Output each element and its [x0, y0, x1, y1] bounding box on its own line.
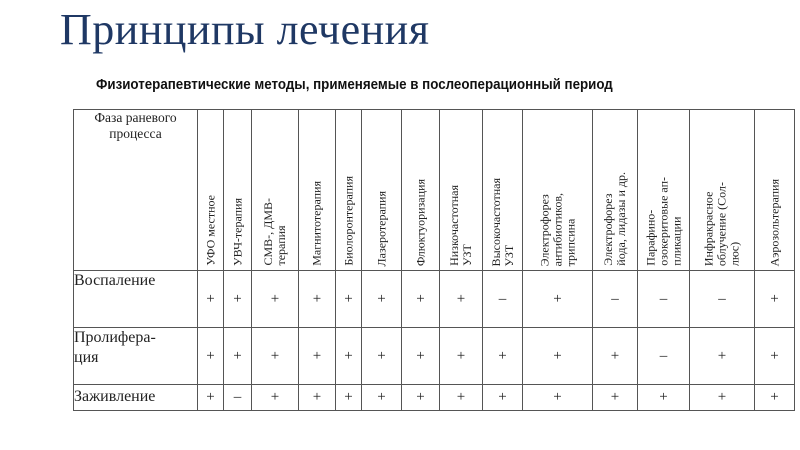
- mark-cell: +: [638, 385, 690, 411]
- mark-cell: +: [690, 385, 755, 411]
- mark-cell: +: [402, 328, 440, 385]
- mark-cell: +: [252, 328, 299, 385]
- mark-cell: +: [690, 328, 755, 385]
- mark-cell: –: [593, 271, 638, 328]
- table-header-row: [74, 110, 795, 271]
- method-header: УВЧ-терапия: [224, 110, 252, 271]
- method-header: Парафино- озокеритовые ап- пликации: [638, 110, 690, 271]
- mark-cell: +: [483, 328, 523, 385]
- physiotherapy-methods-table: [73, 109, 795, 411]
- method-header: Высокочастотная УЗТ: [483, 110, 523, 271]
- mark-cell: –: [483, 271, 523, 328]
- mark-cell: +: [252, 385, 299, 411]
- slide-title: Принципы лечения: [60, 5, 430, 54]
- mark-cell: +: [198, 328, 224, 385]
- mark-cell: +: [523, 328, 593, 385]
- mark-cell: +: [440, 328, 483, 385]
- phase-label: Воспаление: [74, 271, 198, 328]
- mark-cell: +: [755, 385, 795, 411]
- mark-cell: +: [299, 328, 336, 385]
- mark-cell: +: [593, 328, 638, 385]
- mark-cell: –: [690, 271, 755, 328]
- phase-label: Пролифера- ция: [74, 328, 198, 385]
- method-header: Аэрозольтерапия: [755, 110, 795, 271]
- method-header: Электрофорез антибиотиков, трипсина: [523, 110, 593, 271]
- mark-cell: +: [593, 385, 638, 411]
- mark-cell: +: [755, 271, 795, 328]
- mark-cell: +: [336, 328, 362, 385]
- phase-column-header: Фаза раневого процесса: [74, 110, 198, 271]
- method-header: Инфракрасное облучение (Сол- люс): [690, 110, 755, 271]
- table-row: [74, 328, 795, 385]
- mark-cell: +: [523, 271, 593, 328]
- method-header: СМВ-, ДМВ- терапия: [252, 110, 299, 271]
- mark-cell: –: [638, 328, 690, 385]
- mark-cell: +: [402, 385, 440, 411]
- mark-cell: +: [402, 271, 440, 328]
- mark-cell: –: [638, 271, 690, 328]
- mark-cell: +: [252, 271, 299, 328]
- mark-cell: +: [299, 271, 336, 328]
- mark-cell: +: [299, 385, 336, 411]
- method-header: Лазеротерапия: [362, 110, 402, 271]
- mark-cell: +: [440, 385, 483, 411]
- method-header: Биолоронтерапия: [336, 110, 362, 271]
- method-header: УФО местное: [198, 110, 224, 271]
- table-row: [74, 385, 795, 411]
- mark-cell: +: [523, 385, 593, 411]
- mark-cell: +: [362, 385, 402, 411]
- method-header: Флюктуоризация: [402, 110, 440, 271]
- mark-cell: +: [224, 271, 252, 328]
- mark-cell: +: [440, 271, 483, 328]
- mark-cell: +: [224, 328, 252, 385]
- mark-cell: +: [362, 271, 402, 328]
- phase-label: Заживление: [74, 385, 198, 411]
- mark-cell: +: [336, 385, 362, 411]
- method-header: Низкочастотная УЗТ: [440, 110, 483, 271]
- mark-cell: +: [755, 328, 795, 385]
- mark-cell: +: [483, 385, 523, 411]
- mark-cell: +: [198, 271, 224, 328]
- mark-cell: +: [198, 385, 224, 411]
- table-row: [74, 271, 795, 328]
- table-caption: Физиотерапевтические методы, применяемые в послеоперационный период: [96, 77, 613, 93]
- mark-cell: +: [362, 328, 402, 385]
- mark-cell: –: [224, 385, 252, 411]
- method-header: Электрофорез йода, лидазы и др.: [593, 110, 638, 271]
- method-header: Магнитотерапия: [299, 110, 336, 271]
- mark-cell: +: [336, 271, 362, 328]
